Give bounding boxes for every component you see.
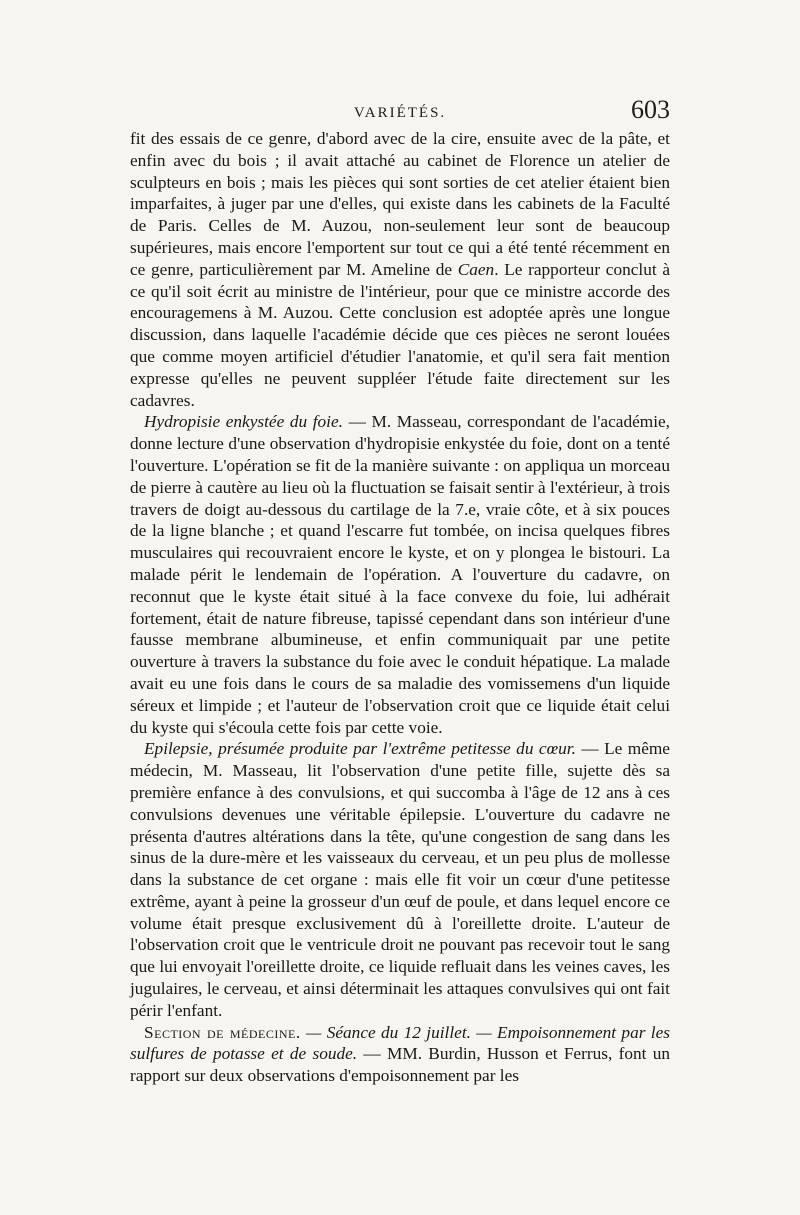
paragraph-3: [130, 738, 670, 1021]
paragraph-3-text: — Le même médecin, M. Masseau, lit l'observation d'une petite fille, sujette dès sa première enfance à des convulsions, et qui succomba à l'âge de 12 ans à ces convulsions devenues une véritable épilepsie. L'ouverture du cadavre ne présenta d'autres altérations dans la tête, qu'une congestion de sang dans les sinus de la dure-mère et les vaisseaux du cerveau, et un peu plus de mollesse dans la substance de cet organe : mais elle fit voir un cœur d'une petitesse extrême, ayant à peine la grosseur d'un œuf de poule, et dans lequel encore ce volume était presque exclusivement dû à l'oreillette droite. L'auteur de l'observation croit que le ventricule droit ne pouvant pas recevoir tout le sang que lui envoyait l'oreillette droite, ce liquide refluait dans les veines caves, les jugulaires, le cerveau, et ainsi déterminait les attaques convulsives qui ont fait périr l'enfant.: [130, 739, 670, 1020]
paragraph-4-title: — Séance du 12 juillet. — Empoisonnement par les sulfures de potasse et de soude.: [130, 1022, 670, 1064]
body-text: [130, 128, 670, 1087]
paragraph-1-tail: . Le rapporteur conclut à ce qu'il soit écrit au ministre de l'intérieur, pour que ce ministre accorde des encouragemens à M. Auzou. Cette conclusion est adoptée après une longue discussion, dans laquelle l'académie décide que ces pièces ne seront louées que comme moyen artificiel d'étudier l'anatomie, et qu'il sera fait mention expresse qu'elles ne peuvent suppléer l'étude faite directement sur les cadavres.: [130, 259, 670, 410]
page-header: [130, 95, 670, 129]
paragraph-2: [130, 411, 670, 738]
paragraph-2-title: Hydropisie enkystée du foie.: [144, 412, 343, 432]
paragraph-4-text: — MM. Burdin, Husson et Ferrus, font un rapport sur deux observations d'empoisonnement par les: [130, 1044, 670, 1086]
paragraph-3-title: Epilepsie, présumée produite par l'extrême petitesse du cœur.: [144, 739, 576, 759]
paragraph-1-italic-city: Caen: [457, 259, 495, 279]
paragraph-1-text: fit des essais de ce genre, d'abord avec de la cire, ensuite avec de la pâte, et enfin avec du bois ; il avait attaché au cabinet de Florence un atelier de sculpteurs en bois ; mais les pièces qui sont sorties de cet atelier étaient bien imparfaites, à juger par une d'elles, qui existe dans les cabinets de la Faculté de Paris. Celles de M. Auzou, non-seulement leur sont de beaucoup supérieures, mais encore l'emportent sur tout ce qui a été tenté récemment en ce genre, particulièrement par M. Ameline de: [130, 129, 670, 279]
paragraph-1: [130, 128, 670, 411]
paragraph-4: [130, 1022, 670, 1087]
paragraph-4-section: Section de médecine.: [144, 1022, 301, 1042]
page-number: 603: [631, 95, 670, 124]
paragraph-2-text: — M. Masseau, correspondant de l'académie, donne lecture d'une observation d'hydropisie enkystée du foie, dont on a tenté l'ouverture. L'opération se fit de la manière suivante : on appliqua un morceau de pierre à cautère au lieu où la fluctuation se faisait sentir à l'extérieur, à trois travers de doigt au-dessous du cartilage de la 7.e, vraie côte, et à six pouces de la ligne blanche ; et quand l'escarre fut tombée, on incisa quelques fibres musculaires qui recouvraient encore le kyste, et on y plongea le bistouri. La malade périt le lendemain de l'opération. A l'ouverture du cadavre, on reconnut que le kyste était situé à la face convexe du foie, lui adhérait fortement, était de nature fibreuse, tapissé cependant dans son intérieur d'une fausse membrane albumineuse, et enfin communiquait par une petite ouverture à travers la substance du foie avec le conduit hépatique. La malade avait eu une fois dans le cours de sa maladie des vomissemens d'un liquide séreux et limpide ; et l'auteur de l'observation croit que ce liquide était celui du kyste qui s'écoula cette fois par cette voie.: [130, 412, 670, 737]
running-head: VARIÉTÉS.: [353, 105, 447, 121]
